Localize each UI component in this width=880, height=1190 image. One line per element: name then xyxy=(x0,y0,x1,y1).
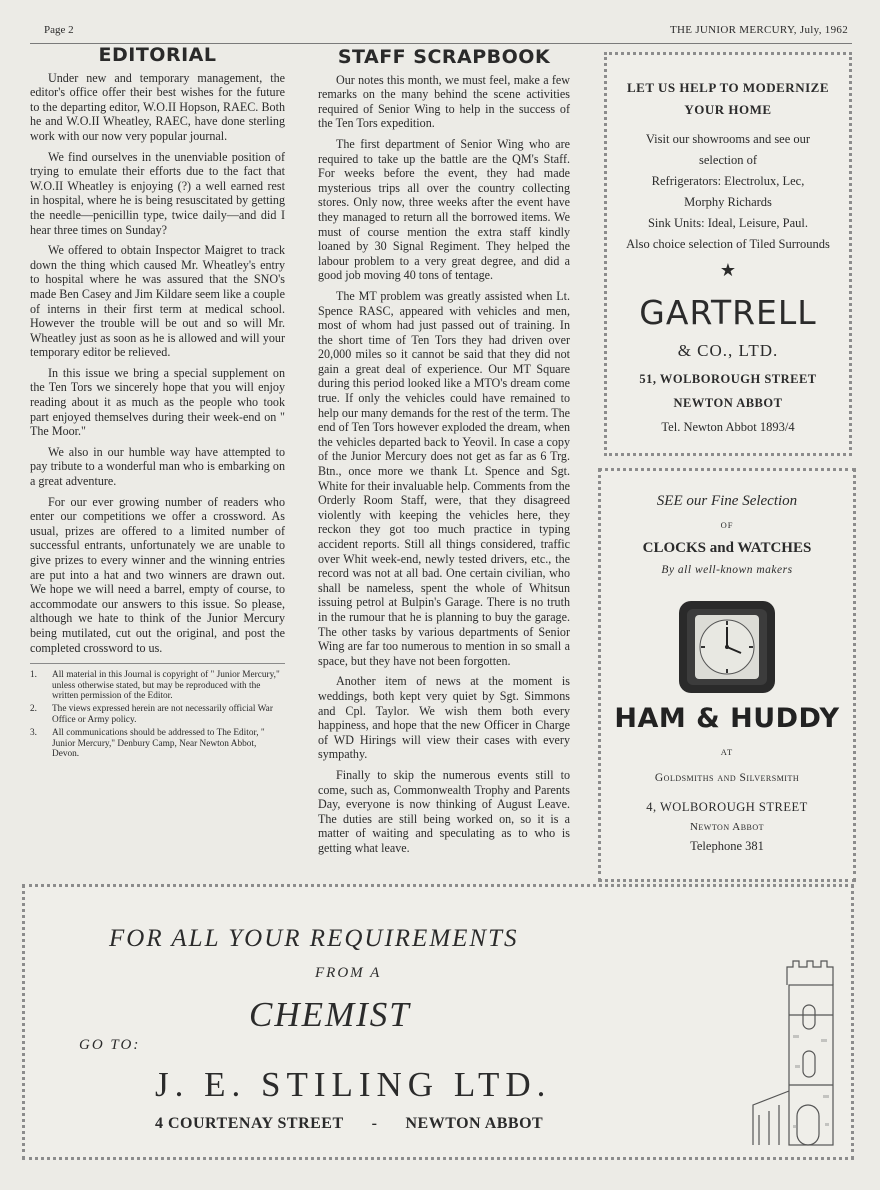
editorial-column xyxy=(30,44,285,762)
gartrell-name: GARTRELL xyxy=(639,293,817,332)
note-text: All communications should be addressed to The Editor, " Junior Mercury," Denbury Camp, Near Newton Abbot, Devon. xyxy=(52,728,265,759)
ham-huddy-telephone: Telephone 381 xyxy=(690,839,764,853)
masthead: THE JUNIOR MERCURY, July, 1962 xyxy=(670,24,848,36)
chemist-street: 4 COURTENAY STREET xyxy=(155,1115,344,1132)
editorial-paragraph: We also in our humble way have attempted to pay tribute to a wonderful man who is embarking on a great adventure. xyxy=(30,444,285,489)
gartrell-street: 51, WOLBOROUGH STREET xyxy=(639,372,817,386)
gartrell-line: Morphy Richards xyxy=(684,195,772,209)
ham-huddy-line: By all well-known makers xyxy=(661,564,793,576)
ham-huddy-town: Newton Abbot xyxy=(689,821,765,833)
chemist-line: FROM A xyxy=(315,965,382,981)
editorial-title: EDITORIAL xyxy=(98,44,217,66)
scrapbook-title: STAFF SCRAPBOOK xyxy=(337,46,551,68)
gartrell-line: Sink Units: Ideal, Leisure, Paul. xyxy=(647,216,809,230)
scrapbook-paragraph: Another item of news at the moment is weddings, both kept very quiet by Sgt. Simmons and Cpl. Taylor. We wish them both every happiness, and hope that the new Officer in Charge of WD Hirings will view their cases with every sympathy. xyxy=(318,674,570,762)
gartrell-line: selection of xyxy=(699,153,757,167)
editorial-notes xyxy=(30,670,285,759)
chemist-line: GO TO: xyxy=(79,1037,141,1053)
note-number: 2. xyxy=(30,704,37,715)
ham-huddy-at: AT xyxy=(720,747,734,757)
scrapbook-paragraph: Our notes this month, we must feel, make a few remarks on the many behind the scene activities required of Senior Wing to help in the success of the Ten Tors expedition. xyxy=(318,72,570,131)
scrapbook-column xyxy=(318,46,570,861)
church-tower-icon xyxy=(749,955,857,1151)
scrapbook-paragraph: The first department of Senior Wing who are required to take up the battle are the QM's Staff. For weeks before the event, they had made mysterious trips all over the country collecting stores. Only now, three weeks after the event have they managed to return all the borrowed items. We must of course mention the extra staff kindly loaned by 30 Signal Regiment. They helped the labour problem to a very great degree, and did a good job moving 40 tons of tentage. xyxy=(318,136,570,283)
chemist-line: FOR ALL YOUR REQUIREMENTS xyxy=(109,925,519,952)
chemist-advert xyxy=(22,884,854,1160)
editorial-paragraph: In this issue we bring a special supplement on the Ten Tors we sincerely hope that you will enjoy reading about it as much as the people who took part enjoyed themselves during their week-end on " The Moor." xyxy=(30,365,285,439)
note-item xyxy=(30,728,285,759)
gartrell-headline-line: YOUR HOME xyxy=(684,102,772,117)
note-text: The views expressed herein are not necessarily official War Office or Army policy. xyxy=(52,704,273,725)
scrapbook-paragraph: The MT problem was greatly assisted when Lt. Spence RASC, appeared with vehicles and men, most of whom had just passed out of training. In the short time of Ten Tors they had driven over 20,000 miles so it cannot be said that they did not gain a great deal of experience. Our MT Square during this period looked like a MTO's dream come true. If only the vehicles could have remained to help our many demands for the rest of the term. The end of Ten Tors however exploded the dream, when the vehicles departed back to Yeovil. In case a copy of the Junior Mercury does not get as far as 6 Trg. Btn., once more we thank Lt. Spence and Sgt. White for their invaluable help. Comments from the Orderly Room Staff, were, that they disagreed violently with keeping the vehicles here, they reckon they got too much practice in typing accident reports. Still all things considered, traffic over Whit week-end, newly tested drivers, etc., the record was not at all bad. One certain civilian, who shall be nameless, spent the whole of Whitsun issuing petrol at Bulpin's Garage. There is no truth in the rumour that he is planning to buy the garage. The other tasks by various departments of Senior Wing are far too numerous to mention in so small a space, but they have not been forgotten. xyxy=(318,288,570,668)
note-number: 3. xyxy=(30,728,37,739)
gartrell-telephone: Tel. Newton Abbot 1893/4 xyxy=(661,420,795,434)
gartrell-headline xyxy=(611,77,845,121)
note-item xyxy=(30,704,285,725)
page-number: Page 2 xyxy=(44,24,74,36)
gartrell-line: Also choice selection of Tiled Surrounds xyxy=(626,237,830,251)
star-icon: ★ xyxy=(719,260,737,280)
ham-huddy-street: 4, WOLBOROUGH STREET xyxy=(646,800,808,814)
chemist-name: J. E. STILING LTD. xyxy=(155,1065,552,1104)
page-header xyxy=(44,24,848,44)
gartrell-headline-line: LET US HELP TO MODERNIZE xyxy=(626,80,829,95)
travel-clock-icon xyxy=(675,595,779,699)
ham-huddy-line: CLOCKS and WATCHES xyxy=(642,540,812,556)
ham-huddy-line: OF xyxy=(720,520,734,530)
ham-huddy-advert xyxy=(598,468,856,882)
ham-huddy-trade: Goldsmiths and Silversmith xyxy=(654,772,800,784)
scrapbook-paragraph: Finally to skip the numerous events still to come, such as, Commonwealth Trophy and Parents Day, everyone is now thinking of August Leave. The duties are still being worked on, so it is a matter of waiting and speculating as to who is getting what leave. xyxy=(318,767,570,855)
gartrell-line: Visit our showrooms and see our xyxy=(645,132,811,146)
notes-divider xyxy=(30,663,285,664)
gartrell-line: Refrigerators: Electrolux, Lec, xyxy=(651,174,805,188)
chemist-town: NEWTON ABBOT xyxy=(405,1115,544,1132)
editorial-paragraph: We offered to obtain Inspector Maigret to track down the thing which caused Mr. Wheatley's entry to hospital where he was assured that the SNO's made Ben Casey and Jim Kildare seem like a couple of interns in their first term at medical school. However the trouble will be out and so will Mr. Wheatley just as soon as he is allowed and will your temporary editor be relieved. xyxy=(30,243,285,360)
note-text: All material in this Journal is copyright of " Junior Mercury," unless otherwise stated, but may be reproduced with the written permission of the Editor. xyxy=(52,670,280,701)
note-number: 1. xyxy=(30,670,37,681)
editorial-paragraph: Under new and temporary management, the editor's office offer their best wishes for the future to the departing editor, W.O.II Hopson, RAEC. Both he and W.O.II Wheatley, RAEC, have done sterling work with our now very popular journal. xyxy=(30,70,285,143)
gartrell-town: NEWTON ABBOT xyxy=(673,396,783,410)
chemist-address xyxy=(155,1115,543,1133)
gartrell-body xyxy=(611,129,845,255)
ham-huddy-line: SEE our Fine Selection xyxy=(656,493,798,509)
note-item xyxy=(30,670,285,701)
editorial-paragraph: We find ourselves in the unenviable position of trying to emulate their efforts due to the fact that W.O.II Wheatley is enjoying (?) a well earned rest in hospital, where he is being resuscitated by getting the needle—penicillin type, twice daily—and did I hear three times on Sunday? xyxy=(30,149,285,237)
ham-huddy-name: HAM & HUDDY xyxy=(614,703,840,734)
editorial-paragraph: For our ever growing number of readers who enter our competitions we offer a crossword. As usual, prizes are offered to a limited number of successful entrants, unfortunately we are unable to give prizes to every winner and the winning entries are put into a hat and two winners are drawn out. We hope we will need a barrel, empty of course, to accommodate our answers to this issue. So please, although we hate to think of the Junior Mercury being mutilated, cut out the original, and post the completed crossword to us. xyxy=(30,494,285,655)
gartrell-company: & CO., LTD. xyxy=(677,341,779,360)
gartrell-advert xyxy=(604,52,852,456)
address-separator: - xyxy=(371,1115,378,1132)
chemist-line: CHEMIST xyxy=(249,995,411,1034)
